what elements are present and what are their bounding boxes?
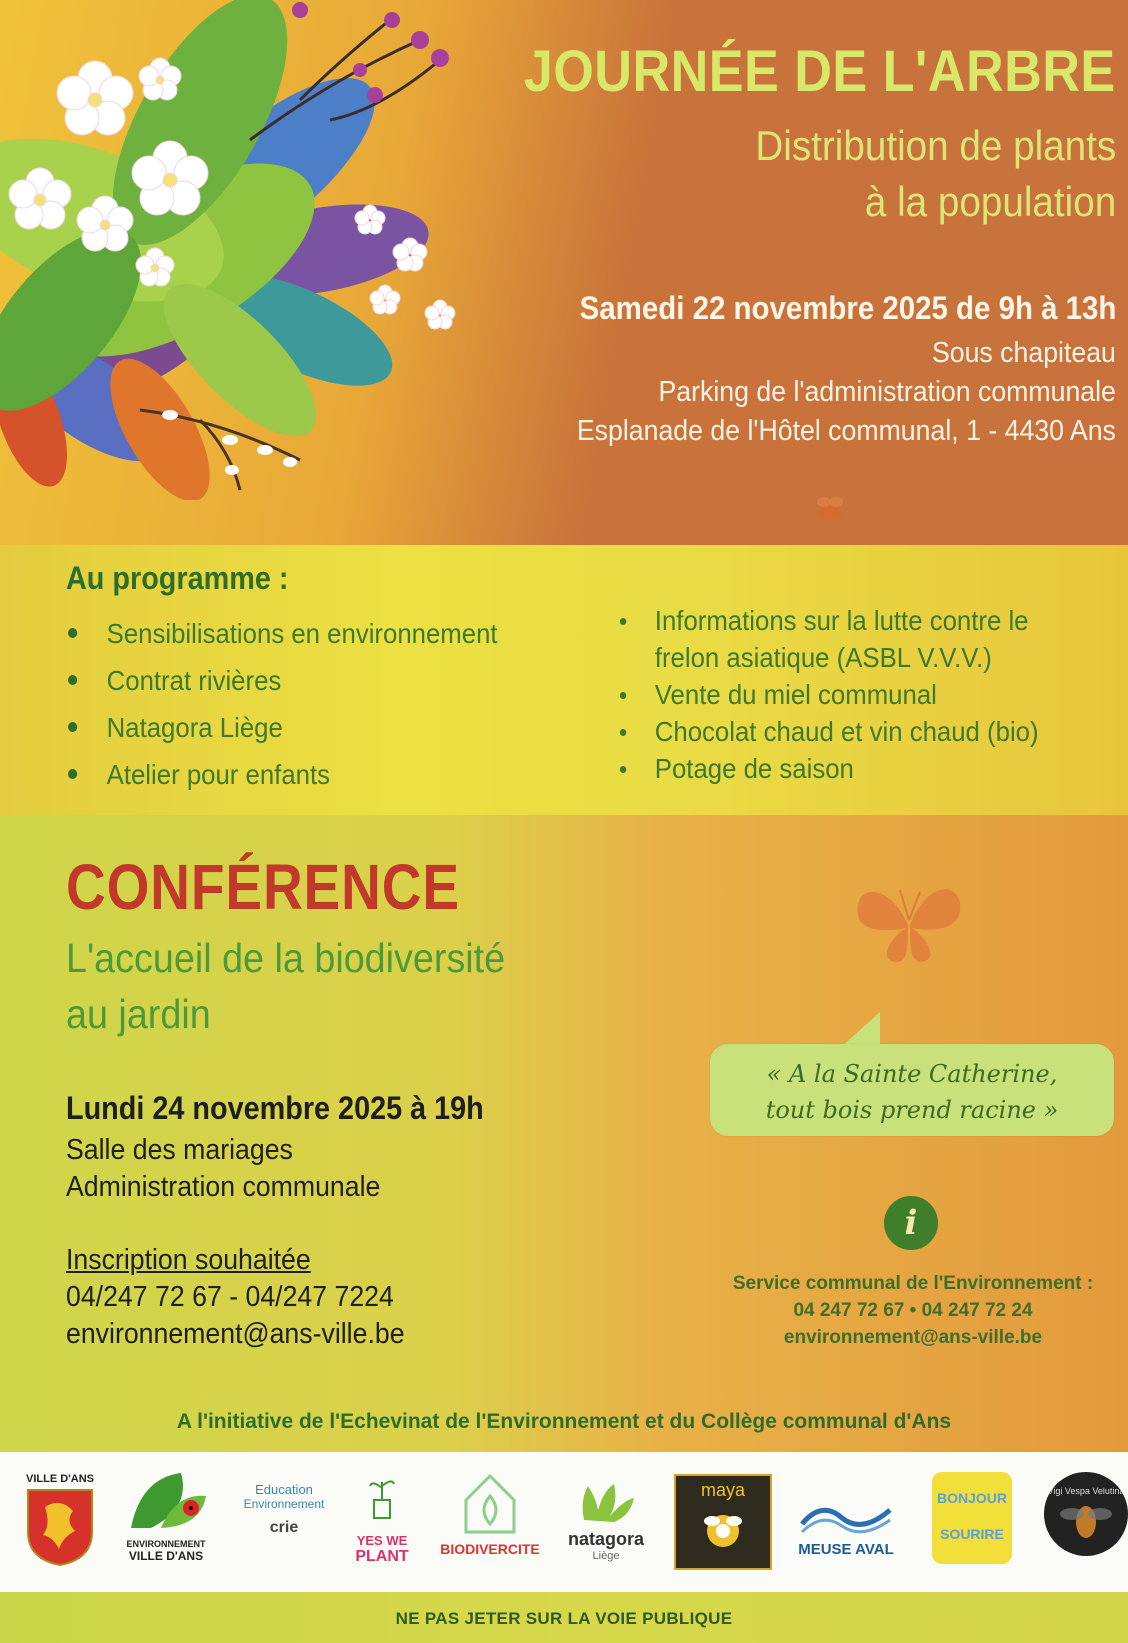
quote-bubble-tail [840, 1012, 880, 1048]
info-phones: 04 247 72 67 • 04 247 72 24 [793, 1300, 1033, 1321]
logo-label: MEUSE AVAL [798, 1541, 894, 1558]
list-item: Informations sur la lutte contre le frelon asiatique (ASBL V.V.V.) [618, 602, 1078, 676]
registration-label: Inscription souhaitée [66, 1244, 311, 1276]
programme-list-left [68, 610, 535, 798]
hand-leaf-icon [574, 1480, 638, 1524]
quote-bubble [710, 1044, 1114, 1136]
logo-label: VILLE D'ANS [128, 1549, 204, 1563]
info-service: Service communal de l'Environnement : [732, 1273, 1094, 1294]
quote-text [710, 1056, 1114, 1128]
sprout-pot-icon [362, 1472, 402, 1528]
logo-yes-we-plant [346, 1472, 418, 1566]
conference-contact [66, 1242, 405, 1353]
subtitle-line: Distribution de plants [755, 122, 1116, 169]
bullet-icon [68, 769, 77, 779]
footer-note: NE PAS JETER SUR LA VOIE PUBLIQUE [395, 1609, 733, 1628]
conference-place-line: Administration communale [66, 1171, 381, 1203]
conference-subtitle [66, 930, 505, 1042]
logo-environnement-ville-dans [116, 1468, 216, 1563]
partner-logos [0, 1468, 1128, 1578]
event-location-line: Sous chapiteau [932, 337, 1116, 369]
logo-label: YES WE [356, 1533, 408, 1548]
list-item [68, 657, 498, 704]
list-item-label: Contrat rivières [106, 665, 282, 696]
programme-list-right [618, 602, 1118, 787]
logo-ville-dans [22, 1473, 98, 1572]
bullet-icon [68, 628, 77, 638]
conference-subtitle-line: au jardin [66, 991, 211, 1037]
logo-maya [674, 1474, 772, 1570]
list-item: Vente du miel communal [618, 676, 1078, 713]
list-item: Potage de saison [618, 750, 1078, 787]
logo-label: Environnement [243, 1497, 325, 1511]
list-item [68, 610, 498, 657]
list-item-label: Natagora Liège [106, 712, 283, 743]
page-subtitle [755, 118, 1116, 230]
logo-natagora [560, 1480, 652, 1562]
logo-label: SOURIRE [940, 1526, 1004, 1542]
logo-label: ENVIRONNEMENT [126, 1539, 206, 1549]
house-leaf-icon [460, 1470, 520, 1536]
info-email[interactable]: environnement@ans-ville.be [783, 1327, 1043, 1348]
conference-title: CONFÉRENCE [66, 851, 460, 923]
logo-label: Liège [592, 1550, 620, 1562]
bee-icon [810, 492, 850, 528]
logo-biodivercite [430, 1470, 550, 1557]
list-item [68, 751, 498, 798]
logo-label: PLANT [355, 1548, 409, 1565]
list-item-label: Atelier pour enfants [106, 759, 331, 790]
logo-label: BONJOUR [936, 1490, 1007, 1506]
logo-label: natagora [567, 1529, 645, 1549]
subtitle-line: à la population [864, 178, 1116, 225]
logo-education-environnement [236, 1482, 332, 1537]
event-date: Samedi 22 novembre 2025 de 9h à 13h [579, 290, 1116, 326]
logo-label: crie [269, 1519, 299, 1536]
list-item: Chocolat chaud et vin chaud (bio) [618, 713, 1078, 750]
logo-label: VILLE D'ANS [25, 1473, 94, 1485]
info-icon: i [884, 1196, 938, 1250]
bullet-icon [68, 722, 77, 732]
leaves-group [0, 0, 436, 500]
info-contact [700, 1270, 1126, 1351]
event-location-line: Parking de l'administration communale [658, 376, 1116, 408]
conference-phones: 04/247 72 67 - 04/247 7224 [66, 1281, 394, 1313]
bee-flower-icon [688, 1501, 758, 1559]
logo-meuse-aval [794, 1490, 898, 1558]
butterfly-icon [848, 870, 968, 970]
page-title: JOURNÉE DE L'ARBRE [524, 39, 1116, 104]
logo-label: Vigi Vespa Velutina [1047, 1486, 1125, 1496]
initiative-note: A l'initiative de l'Echevinat de l'Environnement et du Collège communal d'Ans [176, 1410, 952, 1433]
logo-label: BIODIVERCITE [440, 1541, 540, 1557]
conference-date: Lundi 24 novembre 2025 à 19h [66, 1090, 484, 1126]
river-wave-icon [798, 1490, 894, 1536]
conference-subtitle-line: L'accueil de la biodiversité [66, 935, 506, 981]
conference-place [66, 1132, 380, 1206]
logo-label: Education [255, 1482, 313, 1497]
logo-bonjour-sourire [932, 1472, 1012, 1564]
quote-line: « A la Sainte Catherine, [766, 1060, 1058, 1088]
conference-email[interactable]: environnement@ans-ville.be [66, 1318, 405, 1350]
flower-bouquet-illustration [0, 0, 470, 500]
list-item-label: Sensibilisations en environnement [106, 618, 498, 649]
list-item [68, 704, 498, 751]
hornet-icon [1056, 1496, 1116, 1542]
logo-vigi-vespa [1044, 1472, 1128, 1556]
coat-of-arms-icon [25, 1487, 95, 1567]
logo-label: maya [700, 1480, 745, 1500]
conference-place-line: Salle des mariages [66, 1134, 293, 1166]
bullet-icon [68, 675, 77, 685]
event-location [577, 334, 1116, 451]
programme-title: Au programme : [66, 560, 289, 596]
quote-line: tout bois prend racine » [765, 1096, 1059, 1124]
leaf-ladybug-icon [121, 1468, 211, 1534]
event-location-line: Esplanade de l'Hôtel communal, 1 - 4430 Ans [576, 415, 1116, 447]
